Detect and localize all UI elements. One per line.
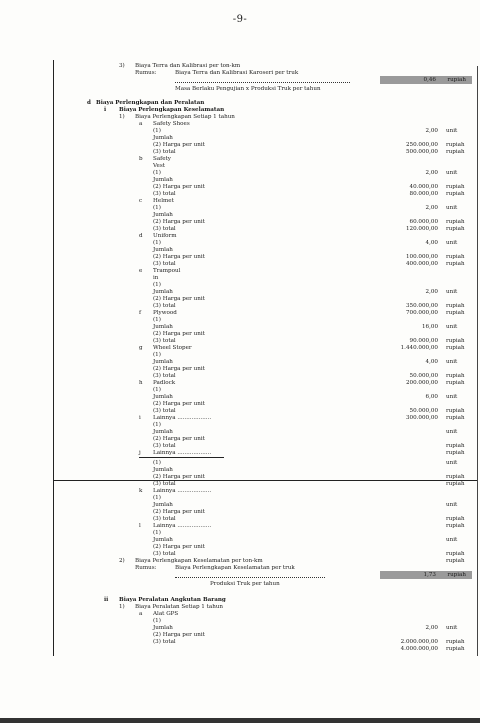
unit-cell: unit — [446, 429, 458, 435]
unit-cell: rupiah — [446, 474, 465, 480]
unit-cell: rupiah — [446, 149, 465, 155]
unit-cell: rupiah — [446, 338, 465, 344]
text-line: ii — [104, 597, 109, 603]
value-cell: 400.000,00 — [405, 261, 438, 267]
left-vertical-rule-bottom — [53, 480, 54, 656]
text-line: Lainnya ................... — [153, 523, 212, 529]
text-line: 1) — [119, 114, 125, 120]
unit-cell: rupiah — [446, 303, 465, 309]
text-line: 2) — [119, 558, 125, 564]
text-line: (2) Harga per unit — [153, 401, 205, 407]
value-cell: 2,00 — [425, 128, 438, 134]
unit-cell: rupiah — [446, 415, 465, 421]
text-line: g — [139, 345, 143, 351]
unit-cell: rupiah — [446, 516, 465, 522]
value-cell: 4,00 — [425, 240, 438, 246]
text-line: d — [87, 100, 91, 106]
text-line: Vest — [153, 163, 165, 169]
text-line: 3) — [119, 63, 125, 69]
text-line: Rumus: — [135, 70, 157, 76]
text-line: Biaya Perlengkapan Keselamatan per truk — [175, 565, 295, 571]
result-value: 0,46 — [423, 76, 436, 83]
text-line: (3) total — [153, 516, 176, 522]
text-line: a — [139, 611, 143, 617]
value-cell: 1.440.000,00 — [400, 345, 438, 351]
bottom-bar — [0, 718, 480, 723]
unit-cell: rupiah — [446, 646, 465, 652]
table-divider — [53, 480, 477, 481]
text-line: Safety — [153, 156, 171, 162]
unit-cell: rupiah — [446, 373, 465, 379]
unit-cell: rupiah — [446, 345, 465, 351]
text-line: (1) — [153, 530, 161, 536]
text-line: (3) total — [153, 639, 176, 645]
text-line: Uniform — [153, 233, 177, 239]
text-line: j — [139, 450, 141, 456]
unit-cell: unit — [446, 128, 458, 134]
unit-cell: unit — [446, 625, 458, 631]
text-line: (3) total — [153, 149, 176, 155]
text-line: (1) — [153, 422, 161, 428]
unit-cell: rupiah — [446, 639, 465, 645]
value-cell: 500.000,00 — [405, 149, 438, 155]
value-cell: 6,00 — [425, 394, 438, 400]
text-line: Masa Berlaku Pengujian x Produksi Truk per tahun — [175, 86, 321, 92]
unit-cell: unit — [446, 359, 458, 365]
text-line: Biaya Terra dan Kalibrasi Karoseri per truk — [175, 70, 299, 76]
text-line: Jumlah — [153, 177, 173, 183]
value-cell: 2.000.000,00 — [400, 639, 438, 645]
unit-cell: rupiah — [446, 443, 465, 449]
right-vertical-rule — [477, 66, 478, 656]
unit-cell: unit — [446, 289, 458, 295]
text-line: (2) Harga per unit — [153, 366, 205, 372]
unit-cell: rupiah — [446, 380, 465, 386]
text-line: Biaya Peralatan Angkutan Barang — [119, 597, 226, 603]
text-line: (2) Harga per unit — [153, 296, 205, 302]
text-line: (1) — [153, 387, 161, 393]
text-line: (2) Harga per unit — [153, 219, 205, 225]
text-line: Jumlah — [153, 135, 173, 141]
text-line: b — [139, 156, 143, 162]
text-line: (3) total — [153, 303, 176, 309]
unit-cell: unit — [446, 240, 458, 246]
text-line: i — [139, 415, 141, 421]
unit-cell: rupiah — [446, 558, 465, 564]
value-cell: 2,00 — [425, 205, 438, 211]
value-cell: 120.000,00 — [405, 226, 438, 232]
unit-cell: rupiah — [446, 191, 465, 197]
value-cell: 350.000,00 — [405, 303, 438, 309]
text-line: Jumlah — [153, 359, 173, 365]
text-line: (1) — [153, 240, 161, 246]
page-number: -9- — [232, 14, 248, 25]
unit-cell: rupiah — [446, 310, 465, 316]
text-line: (3) total — [153, 226, 176, 232]
unit-cell: rupiah — [446, 219, 465, 225]
text-line: Jumlah — [153, 324, 173, 330]
unit-cell: rupiah — [446, 184, 465, 190]
text-line: Jumlah — [153, 467, 173, 473]
formula-divider-2 — [175, 577, 325, 578]
unit-cell: rupiah — [446, 551, 465, 557]
text-line: h — [139, 380, 143, 386]
text-line: Jumlah — [153, 247, 173, 253]
text-line: Lainnya ................... — [153, 488, 212, 494]
text-line: Jumlah — [153, 394, 173, 400]
text-line: (2) Harga per unit — [153, 436, 205, 442]
underline-j — [139, 457, 224, 458]
text-line: (1) — [153, 618, 161, 624]
text-line: in — [153, 275, 159, 281]
text-line: Biaya Perlengkapan Keselamatan — [119, 107, 225, 113]
result-value: 1,73 — [423, 571, 436, 578]
value-cell: 50.000,00 — [409, 408, 438, 414]
text-line: Jumlah — [153, 537, 173, 543]
text-line: (2) Harga per unit — [153, 474, 205, 480]
text-line: (3) total — [153, 443, 176, 449]
unit-cell: rupiah — [446, 481, 465, 487]
text-line: (3) total — [153, 338, 176, 344]
unit-cell: rupiah — [446, 408, 465, 414]
text-line: (2) Harga per unit — [153, 509, 205, 515]
value-cell: 200.000,00 — [405, 380, 438, 386]
text-line: Biaya Perlengkapan Keselamatan per ton-km — [135, 558, 263, 564]
unit-cell: rupiah — [446, 142, 465, 148]
value-cell: 300.000,00 — [405, 415, 438, 421]
text-line: Alat GPS — [153, 611, 179, 617]
text-line: Jumlah — [153, 212, 173, 218]
text-line: (2) Harga per unit — [153, 142, 205, 148]
value-cell: 90.000,00 — [409, 338, 438, 344]
text-line: Lainnya ................... — [153, 415, 212, 421]
text-line: (3) total — [153, 191, 176, 197]
text-line: (1) — [153, 170, 161, 176]
value-cell: 700.000,00 — [405, 310, 438, 316]
text-line: i — [104, 107, 107, 113]
text-line: d — [139, 233, 143, 239]
unit-cell: unit — [446, 170, 458, 176]
text-line: Jumlah — [153, 289, 173, 295]
unit-cell: rupiah — [446, 261, 465, 267]
text-line: l — [139, 523, 141, 529]
unit-cell: unit — [446, 537, 458, 543]
text-line: (1) — [153, 460, 161, 466]
value-cell: 2,00 — [425, 170, 438, 176]
text-line: Jumlah — [153, 502, 173, 508]
formula-divider-1 — [175, 82, 350, 83]
unit-cell: rupiah — [446, 226, 465, 232]
text-line: k — [139, 488, 143, 494]
text-line: Safety Shoes — [153, 121, 190, 127]
text-line: (1) — [153, 495, 161, 501]
value-cell: 250.000,00 — [405, 142, 438, 148]
unit-cell: unit — [446, 324, 458, 330]
result-unit: rupiah — [447, 76, 466, 83]
unit-cell: unit — [446, 460, 458, 466]
text-line: Rumus: — [135, 565, 157, 571]
text-line: Biaya Peralatan Setiap 1 tahun — [135, 604, 224, 610]
result-box — [380, 76, 472, 84]
text-line: (2) Harga per unit — [153, 544, 205, 550]
unit-cell: rupiah — [446, 450, 465, 456]
text-line: Jumlah — [153, 625, 173, 631]
text-line: a — [139, 121, 143, 127]
text-line: e — [139, 268, 143, 274]
text-line: (3) total — [153, 481, 176, 487]
text-line: (1) — [153, 128, 161, 134]
text-line: Biaya Perlengkapan dan Peralatan — [96, 100, 205, 106]
value-cell: 4,00 — [425, 359, 438, 365]
text-line: (2) Harga per unit — [153, 184, 205, 190]
text-line: 1) — [119, 604, 125, 610]
text-line: (1) — [153, 205, 161, 211]
unit-cell: unit — [446, 502, 458, 508]
value-cell: 16,00 — [421, 324, 438, 330]
text-line: (1) — [153, 282, 161, 288]
value-cell: 4.000.000,00 — [400, 646, 438, 652]
text-line: (2) Harga per unit — [153, 331, 205, 337]
text-line: Helmet — [153, 198, 174, 204]
value-cell: 50.000,00 — [409, 373, 438, 379]
text-line: (3) total — [153, 551, 176, 557]
text-line: Jumlah — [153, 429, 173, 435]
value-cell: 2,00 — [425, 289, 438, 295]
text-line: Lainnya ................... — [153, 450, 212, 456]
text-line: Plywood — [153, 310, 177, 316]
text-line: (3) total — [153, 373, 176, 379]
text-line: (3) total — [153, 408, 176, 414]
value-cell: 60.000,00 — [409, 219, 438, 225]
value-cell: 80.000,00 — [409, 191, 438, 197]
text-line: (2) Harga per unit — [153, 254, 205, 260]
text-line: Biaya Perlengkapan Setiap 1 tahun — [135, 114, 235, 120]
text-line: Padlock — [153, 380, 176, 386]
text-line: (3) total — [153, 261, 176, 267]
value-cell: 100.000,00 — [405, 254, 438, 260]
result-box — [380, 571, 472, 579]
left-vertical-rule-top — [53, 60, 54, 480]
text-line: Biaya Terra dan Kalibrasi per ton-km — [135, 63, 241, 69]
text-line: f — [139, 310, 142, 316]
text-line: Wheel Stoper — [153, 345, 192, 351]
text-line: (2) Harga per unit — [153, 632, 205, 638]
value-cell: 2,00 — [425, 625, 438, 631]
unit-cell: rupiah — [446, 254, 465, 260]
text-line: (1) — [153, 317, 161, 323]
text-line: (1) — [153, 352, 161, 358]
value-cell: 40.000,00 — [409, 184, 438, 190]
unit-cell: unit — [446, 205, 458, 211]
result-unit: rupiah — [447, 571, 466, 578]
text-line: Produksi Truk per tahun — [210, 581, 280, 587]
unit-cell: unit — [446, 394, 458, 400]
text-line: Trampoul — [153, 268, 181, 274]
unit-cell: rupiah — [446, 523, 465, 529]
text-line: c — [139, 198, 143, 204]
